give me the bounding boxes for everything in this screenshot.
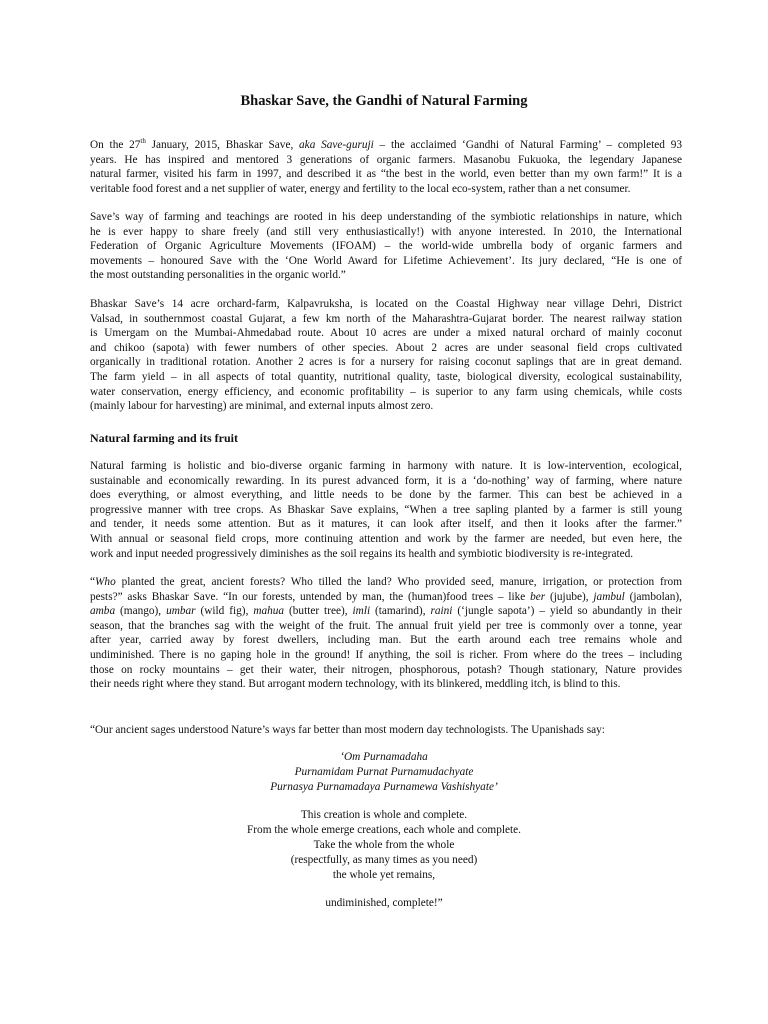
paragraph-line: undiminished. There is no gaping hole in the ground! If anything, the soil is richer. From where do the trees – including xyxy=(90,648,682,661)
paragraph-line: those on rocky mountains – get their water, their nitrogen, phosphorous, potash? Though stationary, Nature provides xyxy=(90,663,682,676)
paragraph-line: season, that the branches sag with the weight of the fruit. The annual fruit yield per tree is commonly over a tonne, year xyxy=(90,619,682,632)
section-heading: Natural farming and its fruit xyxy=(90,431,238,445)
verse-line: Take the whole from the whole xyxy=(313,839,455,851)
paragraph-line: “Our ancient sages understood Nature’s ways far better than most modern day technologists. The Upanishads say: xyxy=(90,724,605,736)
verse-line: (respectfully, as many times as you need) xyxy=(290,854,478,866)
paragraph-line: is Umergam on the Mumbai-Ahmedabad route. About 10 acres are under a mixed natural orchard of mainly coconut xyxy=(90,327,682,340)
paragraph-line: Save’s way of farming and teachings are rooted in his deep understanding of the symbiotic relationships in nature, which xyxy=(90,211,682,223)
paragraph-line: The farm yield – in all aspects of total quantity, nutritional quality, taste, biological diversity, ecological sustainability, xyxy=(90,370,682,383)
paragraph-line: “Who planted the great, ancient forests? Who tilled the land? Who provided seed, manure, irrigation, or protection from xyxy=(90,576,682,588)
paragraph-line: water conservation, energy efficiency, and economic profitability – is superior to any farm using chemicals, while costs xyxy=(90,385,682,398)
paragraph-farm xyxy=(90,297,682,414)
paragraph-teachings xyxy=(90,210,682,283)
paragraph-line: sustainable and economically rewarding. In its purest advanced form, it is a ‘do-nothing’ way of farming, where nature xyxy=(90,474,682,487)
verse-line: undiminished, complete!” xyxy=(325,897,443,909)
paragraph-line: (mainly labour for harvesting) are minimal, and external inputs almost zero. xyxy=(90,400,434,413)
paragraph-line: Bhaskar Save’s 14 acre orchard-farm, Kalpavruksha, is located on the Coastal Highway near village Dehri, District xyxy=(90,298,682,310)
paragraph-line: movements – honoured Save with the ‘One World Award for Lifetime Achievement’. Its jury declared, “He is one of xyxy=(90,254,682,267)
verse-line: ‘Om Purnamadaha xyxy=(340,751,428,763)
paragraph-line: Valsad, in southernmost coastal Gujarat, a few km north of the Maharashtra-Gujarat border. The nearest railway station xyxy=(90,312,682,325)
paragraph-line: organically in traditional rotation. Another 2 acres is for a nursery for raising coconut saplings that are in great demand. xyxy=(90,356,682,369)
paragraph-line: amba (mango), umbar (wild fig), mahua (butter tree), imli (tamarind), raini (‘jungle sapota’) – yield so abundantly in their xyxy=(90,605,682,618)
document-title: Bhaskar Save, the Gandhi of Natural Farming xyxy=(240,93,528,109)
paragraph-line: and tender, it needs some attention. But as it matures, it can look after itself, and then it looks after the farmer.” xyxy=(90,518,682,531)
verse-line: From the whole emerge creations, each whole and complete. xyxy=(247,824,521,836)
paragraph-line: Natural farming is holistic and bio-diverse organic farming in harmony with nature. It is low-intervention, ecological, xyxy=(90,460,682,472)
paragraph-line: work and input needed progressively diminishes as the soil regains its health and symbiotic biodiversity is re-integrated. xyxy=(90,547,634,560)
paragraph-line: years. He has inspired and mentored 3 generations of organic farmers. Masanobu Fukuoka, the legendary Japanese xyxy=(90,153,682,166)
paragraph-line: With annual or seasonal field crops, more continuing attention and work by the farmer are needed, but even here, the xyxy=(90,532,682,545)
paragraph-line: does everything, or almost everything, and little needs to be done by the farmer. This can best be achieved in a xyxy=(90,489,682,502)
paragraph-line: after year, carried away by forest dwellers, including man. But the earth around each tree remains whole and xyxy=(90,634,682,647)
verse-line: the whole yet remains, xyxy=(332,869,436,881)
paragraph-line: their needs right where they stand. But arrogant modern technology, with its blinkered, meddling itch, is blind to this. xyxy=(90,678,621,691)
paragraph-line: Federation of Organic Agriculture Movements (IFOAM) – the world-wide umbrella body of organic farmers and xyxy=(90,240,682,253)
paragraph-line: progressive manner with tree crops. As Bhaskar Save explains, “When a tree sapling planted by a farmer is still young xyxy=(90,503,682,516)
paragraph-line: pests?” asks Bhaskar Save. “In our forests, untended by man, the (human)food trees – like ber (jujube), jambul (jambolan), xyxy=(90,590,683,603)
verse-line: Purnasya Purnamadaya Purnamewa Vashishyate’ xyxy=(270,781,498,793)
paragraph-line: he is ever happy to share freely (and still very enthusiastically!) with anyone interested. In 2010, the International xyxy=(90,225,682,238)
paragraph-line: veritable food forest and a net supplier of water, energy and fertility to the local eco-system, rather than a net consumer. xyxy=(90,182,631,195)
verse-line: Purnamidam Purnat Purnamudachyate xyxy=(294,766,474,778)
verse-closing xyxy=(0,896,768,911)
verse-translation xyxy=(0,808,768,883)
paragraph-sages xyxy=(90,723,682,738)
paragraph-line: natural farmer, visited his farm in 1997, and described it as “the best in the world, even better than my own farm!” It is a xyxy=(90,168,682,181)
sanskrit-verse xyxy=(0,750,768,795)
verse-line: This creation is whole and complete. xyxy=(300,809,468,821)
paragraph-line: the most outstanding personalities in the organic world.” xyxy=(90,269,346,282)
paragraph-forests-quote xyxy=(90,575,682,692)
paragraph-natural-farming xyxy=(90,459,682,561)
paragraph-line: and chikoo (sapota) with fewer numbers of other species. About 2 acres are under seasonal field crops cultivated xyxy=(90,341,682,354)
paragraph-intro xyxy=(90,138,682,196)
paragraph-line: On the 27th January, 2015, Bhaskar Save, aka Save-guruji – the acclaimed ‘Gandhi of Natural Farming’ – completed 93 xyxy=(90,137,682,151)
